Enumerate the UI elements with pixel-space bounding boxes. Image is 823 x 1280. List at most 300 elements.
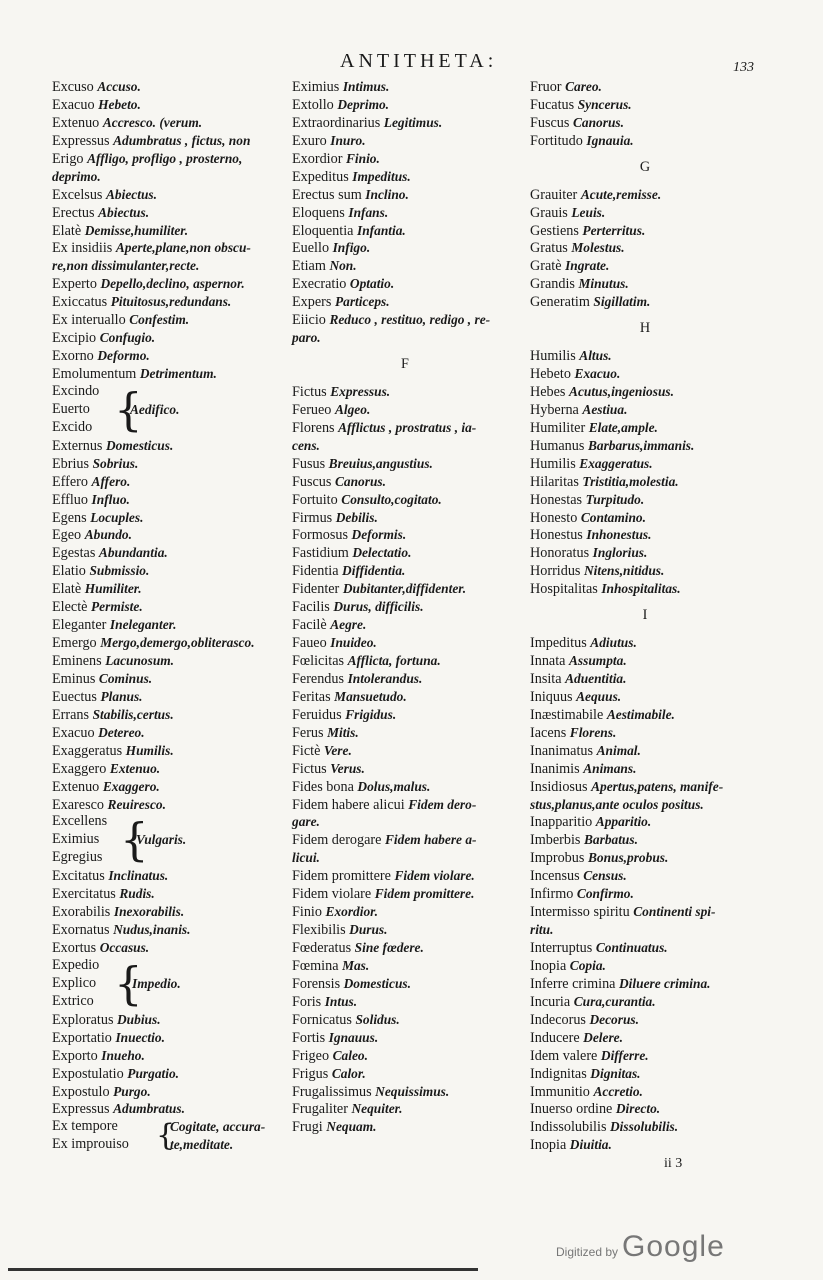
entry-line <box>52 724 280 742</box>
entry-line <box>530 957 760 975</box>
entry-line <box>530 796 760 814</box>
page-number: 133 <box>733 60 754 75</box>
entry-word: Hospitalitas <box>530 581 602 598</box>
entry-word: Expers <box>292 294 335 311</box>
entry-antonym: Nequiter. <box>351 1101 403 1117</box>
entry-word: Faueo <box>292 635 331 652</box>
entry-word: Experto <box>52 276 101 293</box>
entry-word: Formosus <box>292 527 352 544</box>
entry-antonym: Domesticus. <box>105 437 174 453</box>
entry-line <box>292 706 518 724</box>
entry-line <box>530 509 760 527</box>
entry-word: Exorno <box>52 348 98 365</box>
brace-word: Ex improuiso <box>52 1136 129 1153</box>
entry-word: Eminens <box>52 653 106 669</box>
entry-line <box>52 222 280 240</box>
entry-line <box>292 975 518 993</box>
entry-antonym: Adiutus. <box>590 635 637 651</box>
entry-line <box>292 78 518 96</box>
entry-line <box>530 257 760 275</box>
entry-word: Exporto <box>52 1047 102 1064</box>
entry-antonym: Verus. <box>330 760 365 776</box>
entry-line <box>52 939 280 957</box>
entry-line <box>530 831 760 849</box>
entry-line <box>530 114 760 132</box>
entry-antonym: Vere. <box>323 742 352 758</box>
entry-line <box>530 96 760 114</box>
entry-antonym: Accresco. (verum. <box>102 114 203 130</box>
entry-word: Extenuo <box>52 114 103 131</box>
entry-word: Honestas <box>530 491 586 508</box>
entry-antonym: Assumpta. <box>569 653 627 669</box>
entry-word: Elatio <box>52 563 90 580</box>
entry-antonym: Tristitia,molestia. <box>582 473 679 489</box>
entry-word: Ferus <box>292 724 328 741</box>
entry-line <box>292 419 518 437</box>
entry-word: Expeditus <box>292 168 353 185</box>
entry-antonym: Demisse,humiliter. <box>84 222 189 238</box>
entry-line <box>530 78 760 96</box>
entry-line <box>52 885 280 903</box>
entry-line <box>292 580 518 598</box>
brace-group-4 <box>52 1118 280 1154</box>
entry-word: Fidem promittere <box>292 868 395 885</box>
entry-line <box>292 222 518 240</box>
brace-word: Extrico <box>52 992 94 1009</box>
entry-word: Fidenter <box>292 581 343 598</box>
entry-line <box>52 150 280 168</box>
entry-word: Excuso <box>52 79 98 95</box>
entry-line <box>292 275 518 293</box>
entry-antonym: Accuso. <box>97 79 141 94</box>
entry-antonym: Dolus,malus. <box>357 778 431 794</box>
entry-antonym: Careo. <box>565 79 602 94</box>
entry-line <box>292 652 518 670</box>
entry-antonym: Finio. <box>345 150 380 166</box>
entry-line <box>292 939 518 957</box>
entry-antonym: Census. <box>583 868 627 884</box>
signature-mark: ii 3 <box>664 1156 683 1171</box>
brace-word: Excellens <box>52 813 108 830</box>
entry-word: Euello <box>292 240 333 257</box>
entry-antonym: Copia. <box>569 957 606 973</box>
entry-word: Extenuo <box>52 778 103 795</box>
entry-antonym: Non. <box>329 258 357 274</box>
entry-antonym: Affero. <box>91 473 131 489</box>
entry-word: Immunitio <box>530 1083 594 1100</box>
entry-line <box>52 96 280 114</box>
entry-antonym: Dubius. <box>117 1011 161 1027</box>
entry-antonym: Planus. <box>100 688 143 704</box>
entry-antonym: Algeo. <box>334 401 371 417</box>
entry-antonym: Intus. <box>324 993 358 1009</box>
entry-antonym: Sobrius. <box>92 455 139 471</box>
entry-word: Excipio <box>52 330 100 347</box>
entry-antonym: Inhospitalitas. <box>601 581 681 597</box>
entry-word: Expostulatio <box>52 1065 128 1082</box>
entry-word: Ex insidiis <box>52 240 116 257</box>
entry-word: Fruor <box>530 79 566 95</box>
entry-line <box>530 634 760 652</box>
brace-word: Explico <box>52 974 97 991</box>
entry-antonym: Dignitas. <box>590 1065 641 1081</box>
entry-antonym: licui. <box>292 850 320 866</box>
entry-line <box>292 257 518 275</box>
entry-line <box>292 293 518 311</box>
entry-antonym: Solidus. <box>355 1011 400 1027</box>
entry-word: Facilis <box>292 599 334 616</box>
entry-antonym: Humilis. <box>125 742 174 758</box>
entry-word: Grandis <box>530 276 579 293</box>
entry-word: Errans <box>52 706 93 723</box>
entry-word: Fusus <box>292 455 329 472</box>
entry-antonym: Frigidus. <box>345 706 397 722</box>
entry-line <box>292 526 518 544</box>
entry-line <box>530 526 760 544</box>
entry-antonym: Aegre. <box>330 617 367 633</box>
entry-antonym: Afflictus , prostratus , ia- <box>338 419 477 435</box>
entry-line <box>292 186 518 204</box>
entry-antonym: Continuatus. <box>595 940 668 956</box>
entry-word: Honestus <box>530 527 587 544</box>
entry-antonym: gare. <box>292 814 320 830</box>
entry-antonym: Delere. <box>583 1029 623 1045</box>
entry-antonym: Influo. <box>91 491 130 507</box>
entry-antonym: Inuectio. <box>115 1029 165 1045</box>
entry-line <box>52 168 280 186</box>
entry-word: Inanimis <box>530 760 584 777</box>
entry-antonym: Impeditus. <box>352 168 411 184</box>
entry-word: Incuria <box>530 993 574 1010</box>
brace-symbol: { <box>114 382 143 436</box>
entry-line <box>292 1011 518 1029</box>
entry-line <box>292 491 518 509</box>
entry-line <box>292 993 518 1011</box>
entry-antonym: Mergo,demergo,obliterasco. <box>100 635 255 651</box>
entry-line <box>292 544 518 562</box>
entry-word: Fornicatus <box>292 1011 356 1028</box>
entry-antonym: re,non dissimulanter,recte. <box>52 258 200 274</box>
watermark-prefix: Digitized by <box>556 1245 619 1259</box>
entry-line <box>530 186 760 204</box>
entry-antonym: Particeps. <box>334 294 390 310</box>
entry-line <box>530 688 760 706</box>
entry-line <box>530 939 760 957</box>
entry-antonym: Nitens,nitidus. <box>584 563 665 579</box>
entry-line <box>52 1100 280 1118</box>
entry-antonym: Nudus,inanis. <box>113 922 191 938</box>
entry-word: Hebes <box>530 383 570 400</box>
entry-line <box>292 903 518 921</box>
entry-word: Humilis <box>530 348 580 365</box>
entry-word: Gratè <box>530 258 566 275</box>
entry-line <box>530 562 760 580</box>
entry-word: Fictus <box>292 383 331 400</box>
entry-antonym: Inhonestus. <box>586 527 652 543</box>
entry-line <box>292 634 518 652</box>
entry-word: Humiliter <box>530 419 589 436</box>
entry-antonym: Sine fœdere. <box>354 940 424 956</box>
entry-line <box>292 885 518 903</box>
brace-group-1 <box>52 383 280 437</box>
entry-line <box>292 168 518 186</box>
entry-word: Exacuo <box>52 96 99 113</box>
entry-line <box>530 742 760 760</box>
entry-word: Fœderatus <box>292 940 355 957</box>
entry-line <box>52 437 280 455</box>
column-3 <box>530 78 760 1154</box>
entry-antonym: Calor. <box>331 1065 366 1081</box>
entry-word: Impeditus <box>530 635 591 652</box>
entry-line <box>52 903 280 921</box>
entry-word: Ferueo <box>292 401 335 418</box>
entry-word: Execratio <box>292 276 350 293</box>
entry-antonym: Ineleganter. <box>109 617 177 633</box>
entry-word: Electè <box>52 599 91 616</box>
entry-antonym: paro. <box>292 330 321 346</box>
entry-word: Finio <box>292 904 326 921</box>
entry-word: Inducere <box>530 1029 584 1046</box>
entry-line <box>52 114 280 132</box>
entry-word: Effero <box>52 473 92 490</box>
entry-antonym: Extenuo. <box>109 760 161 776</box>
entry-word: Hebeto <box>530 366 575 383</box>
entry-line <box>292 796 518 814</box>
entry-word: Ex interuallo <box>52 312 130 329</box>
entry-line <box>530 544 760 562</box>
entry-line <box>52 329 280 347</box>
entry-word: Fortuito <box>292 491 342 508</box>
entry-antonym: Confestim. <box>129 312 190 328</box>
entry-line <box>52 509 280 527</box>
entry-line <box>292 849 518 867</box>
entry-line <box>530 993 760 1011</box>
entry-word: Erectus sum <box>292 186 366 203</box>
entry-word: Fastidium <box>292 545 353 562</box>
entry-word: Intermisso spiritu <box>530 904 634 921</box>
entry-word: Frugi <box>292 1119 327 1136</box>
entry-line <box>292 150 518 168</box>
entry-antonym: Canorus. <box>572 114 624 130</box>
entry-word: Eximius <box>292 79 343 95</box>
entry-word: Inanimatus <box>530 742 597 759</box>
entry-word: Imberbis <box>530 832 584 849</box>
entry-word: Honesto <box>530 509 581 526</box>
entry-line <box>292 831 518 849</box>
entry-antonym: Optatio. <box>349 276 395 292</box>
entry-line <box>292 383 518 401</box>
brace-group-3 <box>52 957 280 1011</box>
entry-word: Fidem violare <box>292 886 375 903</box>
entry-word: Inæstimabile <box>530 706 607 723</box>
entry-line <box>52 491 280 509</box>
entry-word: Humanus <box>530 437 588 454</box>
entry-line <box>292 867 518 885</box>
brace-symbol: { <box>120 813 149 867</box>
entry-line <box>52 778 280 796</box>
entry-antonym: Aequus. <box>576 688 622 704</box>
entry-antonym: Breuius,angustius. <box>328 455 433 471</box>
entry-antonym: Fidem habere a- <box>384 832 477 848</box>
entry-antonym: Durus. <box>349 922 388 938</box>
entry-word: Exercitatus <box>52 886 120 903</box>
entry-line <box>292 96 518 114</box>
entry-line <box>52 186 280 204</box>
entry-antonym: Rudis. <box>119 886 155 902</box>
entry-antonym: Legitimus. <box>383 114 443 130</box>
entry-antonym: Intolerandus. <box>347 670 423 686</box>
entry-line <box>530 222 760 240</box>
entry-word: Exortus <box>52 940 100 956</box>
entry-word: Effluo <box>52 491 92 508</box>
entry-word: Indissolubilis <box>530 1119 611 1136</box>
entry-word: Eloquens <box>292 204 349 221</box>
entry-word: Eleganter <box>52 617 110 634</box>
entry-word: Exaggero <box>52 760 110 777</box>
entry-line <box>52 293 280 311</box>
entry-line <box>530 132 760 150</box>
entry-antonym: Adumbratus. <box>113 1101 185 1117</box>
section-letter-g: G <box>639 158 651 175</box>
entry-word: Exacuo <box>52 724 99 741</box>
entry-line <box>52 742 280 760</box>
entry-antonym: Purgo. <box>113 1083 151 1099</box>
entry-antonym: Abiectus. <box>105 186 157 202</box>
entry-antonym: Fidem promittere. <box>374 886 475 902</box>
entry-line <box>292 437 518 455</box>
section-letter-h: H <box>639 320 651 337</box>
entry-word: Exportatio <box>52 1029 116 1046</box>
entry-antonym: Fidem violare. <box>394 868 475 884</box>
entry-antonym: Exacuo. <box>574 366 621 382</box>
page-header-title: ANTITHETA: <box>340 50 498 72</box>
entry-antonym: Deprimo. <box>337 96 390 112</box>
entry-word: Ebrius <box>52 455 93 472</box>
entry-antonym: Acute,remisse. <box>580 186 662 202</box>
entry-antonym: Florens. <box>569 724 617 740</box>
entry-word: Indignitas <box>530 1065 591 1082</box>
entry-antonym: Molestus. <box>571 240 625 256</box>
entry-line <box>530 867 760 885</box>
entry-word: Egens <box>52 509 91 526</box>
entry-word: Exornatus <box>52 922 114 939</box>
entry-antonym: Dubitanter,diffidenter. <box>342 581 467 597</box>
entry-line <box>530 921 760 939</box>
entry-word: Extraordinarius <box>292 114 384 131</box>
entry-line <box>530 706 760 724</box>
entry-antonym: Inglorius. <box>592 545 648 561</box>
section-letter-i: I <box>642 607 648 624</box>
entry-word: Fœmina <box>292 957 343 974</box>
entry-line <box>52 1083 280 1101</box>
entry-antonym: Mas. <box>342 957 370 973</box>
entry-word: Firmus <box>292 509 336 526</box>
entry-antonym: Inclino. <box>365 186 409 202</box>
entry-line <box>52 311 280 329</box>
entry-word: Indecorus <box>530 1011 590 1028</box>
entry-antonym: Mansuetudo. <box>334 688 407 704</box>
entry-line <box>52 670 280 688</box>
brace-word: Euerto <box>52 400 90 417</box>
entry-antonym: Humiliter. <box>84 581 142 597</box>
entry-line <box>52 204 280 222</box>
entry-antonym: Ignauia. <box>586 132 634 148</box>
brace-antonym: Impedio. <box>132 975 181 991</box>
entry-line <box>530 275 760 293</box>
entry-line <box>292 742 518 760</box>
entry-word: Florens <box>292 419 339 436</box>
entry-word: Exorabilis <box>52 904 114 921</box>
entry-word: Etiam <box>292 258 330 275</box>
entry-word: Generatim <box>530 294 594 311</box>
entry-antonym: Durus, difficilis. <box>333 599 424 615</box>
entry-word: Incensus <box>530 868 584 885</box>
entry-word: Feruidus <box>292 706 346 723</box>
entry-line <box>530 580 760 598</box>
entry-antonym: Domesticus. <box>343 975 411 991</box>
entry-word: Fidentia <box>292 563 343 580</box>
brace-word: Excindo <box>52 382 100 399</box>
brace-word: Eximius <box>52 831 100 848</box>
entry-word: Fortis <box>292 1029 329 1046</box>
entry-line <box>52 796 280 814</box>
entry-word: Frigus <box>292 1065 332 1082</box>
entry-word: Hilaritas <box>530 473 583 490</box>
entry-antonym: Diuitia. <box>569 1137 612 1153</box>
entry-line <box>292 473 518 491</box>
entry-antonym: Infans. <box>348 204 389 220</box>
section-letter-f: F <box>401 356 409 373</box>
entry-line <box>530 1083 760 1101</box>
entry-antonym: Permiste. <box>91 599 143 615</box>
entry-line <box>530 670 760 688</box>
entry-word: Fidem habere alicui <box>292 796 409 813</box>
entry-antonym: Inueho. <box>101 1047 145 1063</box>
entry-line <box>52 598 280 616</box>
entry-line <box>52 706 280 724</box>
entry-word: Erigo <box>52 150 88 167</box>
entry-line <box>292 311 518 329</box>
entry-line <box>530 437 760 455</box>
entry-word: Honoratus <box>530 545 593 562</box>
entry-line <box>530 903 760 921</box>
entry-word: Inopia <box>530 957 570 974</box>
entry-antonym: cens. <box>292 437 320 453</box>
entry-antonym: Inuro. <box>330 132 366 148</box>
entry-line <box>292 760 518 778</box>
entry-antonym: Hebeto. <box>98 96 141 112</box>
entry-line <box>292 1047 518 1065</box>
entry-word: Expressus <box>52 1101 114 1118</box>
entry-line <box>52 275 280 293</box>
entry-line <box>292 1029 518 1047</box>
entry-word: Egeo <box>52 527 85 544</box>
entry-antonym: Infigo. <box>332 240 371 256</box>
entry-antonym: Expressus. <box>330 383 391 399</box>
entry-antonym: Afflicta, fortuna. <box>347 653 441 669</box>
entry-word: Excelsus <box>52 186 106 203</box>
entry-line <box>292 921 518 939</box>
entry-word: Exploratus <box>52 1011 118 1028</box>
entry-word: Frugalissimus <box>292 1083 376 1100</box>
entry-word: Expressus <box>52 132 114 149</box>
entry-antonym: Apertus,patens, manife- <box>591 778 724 794</box>
entry-antonym: Depello,declino, aspernor. <box>100 276 245 292</box>
entry-word: Inapparitio <box>530 814 596 831</box>
brace-antonym: Cogitate, accura- <box>170 1119 266 1135</box>
entry-word: Fœlicitas <box>292 653 348 670</box>
entry-line <box>530 1118 760 1136</box>
